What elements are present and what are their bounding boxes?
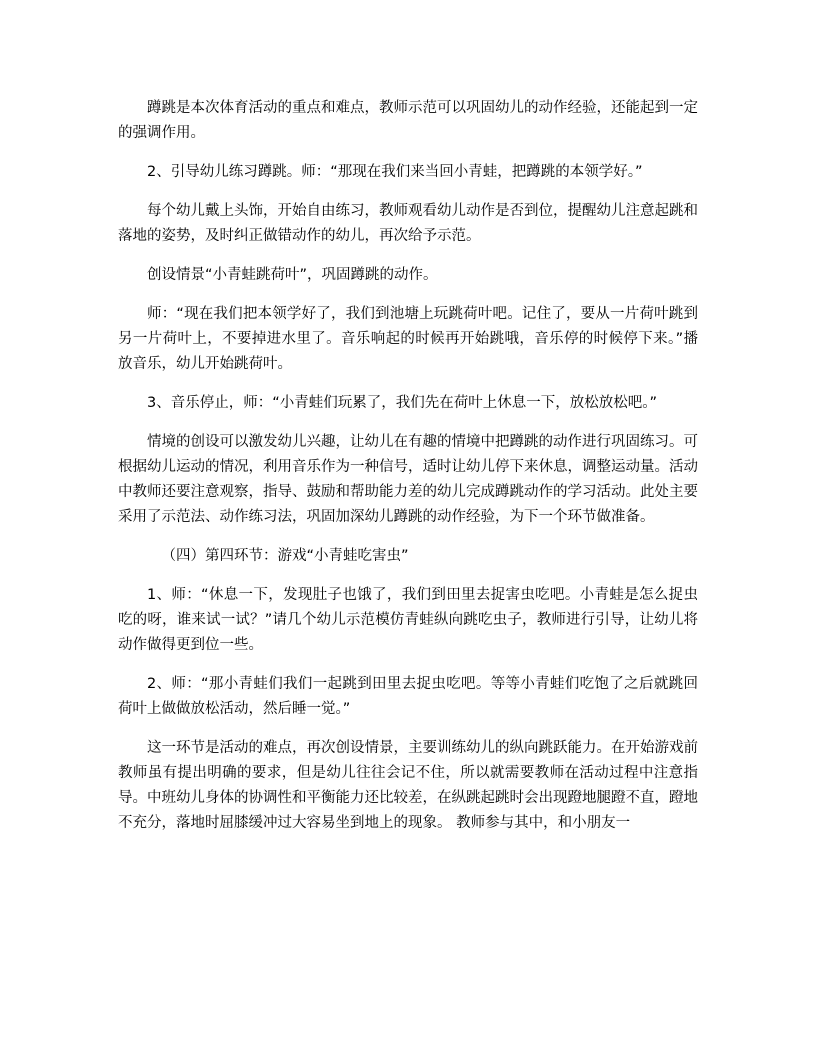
paragraph-4: 创设情景“小青蛙跳荷叶”，巩固蹲跳的动作。 bbox=[147, 267, 438, 283]
paragraph-3: 每个幼儿戴上头饰，开始自由练习，教师观看幼儿动作是否到位，提醒幼儿注意起跳和落地的姿势，及时纠正做错动作的幼儿，再次给予示范。 bbox=[118, 203, 698, 244]
paragraph-9: 1、师：“休息一下，发现肚子也饿了，我们到田里去捉害虫吃吧。小青蛙是怎么捉虫吃的呀，谁来试一试？”请几个幼儿示范模仿青蛙纵向跳吃虫子，教师进行引导，让幼儿将动作做得更到位一些。 bbox=[118, 587, 698, 653]
paragraph-6: 3、音乐停止，师：“小青蛙们玩累了，我们先在荷叶上休息一下，放松放松吧。” bbox=[147, 395, 657, 411]
paragraph-11: 这一环节是活动的难点，再次创设情景，主要训练幼儿的纵向跳跃能力。在开始游戏前教师虽有提出明确的要求，但是幼儿往往会记不住，所以就需要教师在活动过程中注意指导。中班幼儿身体的协调性和平衡能力还比较差，在纵跳起跳时会出现蹬地腿蹬不直，蹬地不充分，落地时屈膝缓冲过大容易坐到地上的现象。 教师参与其中，和小朋友一 bbox=[118, 740, 698, 831]
section-heading: （四）第四环节：游戏“小青蛙吃害虫” bbox=[161, 548, 409, 564]
paragraph-5: 师：“现在我们把本领学好了，我们到池塘上玩跳荷叶吧。记住了，要从一片荷叶跳到另一片荷叶上，不要掉进水里了。音乐响起的时候再开始跳哦，音乐停的时候停下来。”播放音乐，幼儿开始跳荷叶。 bbox=[118, 306, 698, 372]
paragraph-10: 2、师：“那小青蛙们我们一起跳到田里去捉虫吃吧。等等小青蛙们吃饱了之后就跳回荷叶上做做放松活动，然后睡一觉。” bbox=[118, 676, 698, 717]
paragraph-7: 情境的创设可以激发幼儿兴趣，让幼儿在有趣的情境中把蹲跳的动作进行巩固练习。可根据幼儿运动的情况，利用音乐作为一种信号，适时让幼儿停下来休息，调整运动量。活动中教师还要注意观察，指导、鼓励和帮助能力差的幼儿完成蹲跳动作的学习活动。此处主要采用了示范法、动作练习法，巩固加深幼儿蹲跳的动作经验，为下一个环节做准备。 bbox=[118, 434, 698, 525]
document-body bbox=[118, 96, 698, 850]
paragraph-1: 蹲跳是本次体育活动的重点和难点，教师示范可以巩固幼儿的动作经验，还能起到一定的强调作用。 bbox=[118, 100, 698, 141]
paragraph-2: 2、引导幼儿练习蹲跳。师：“那现在我们来当回小青蛙，把蹲跳的本领学好。” bbox=[147, 164, 643, 180]
